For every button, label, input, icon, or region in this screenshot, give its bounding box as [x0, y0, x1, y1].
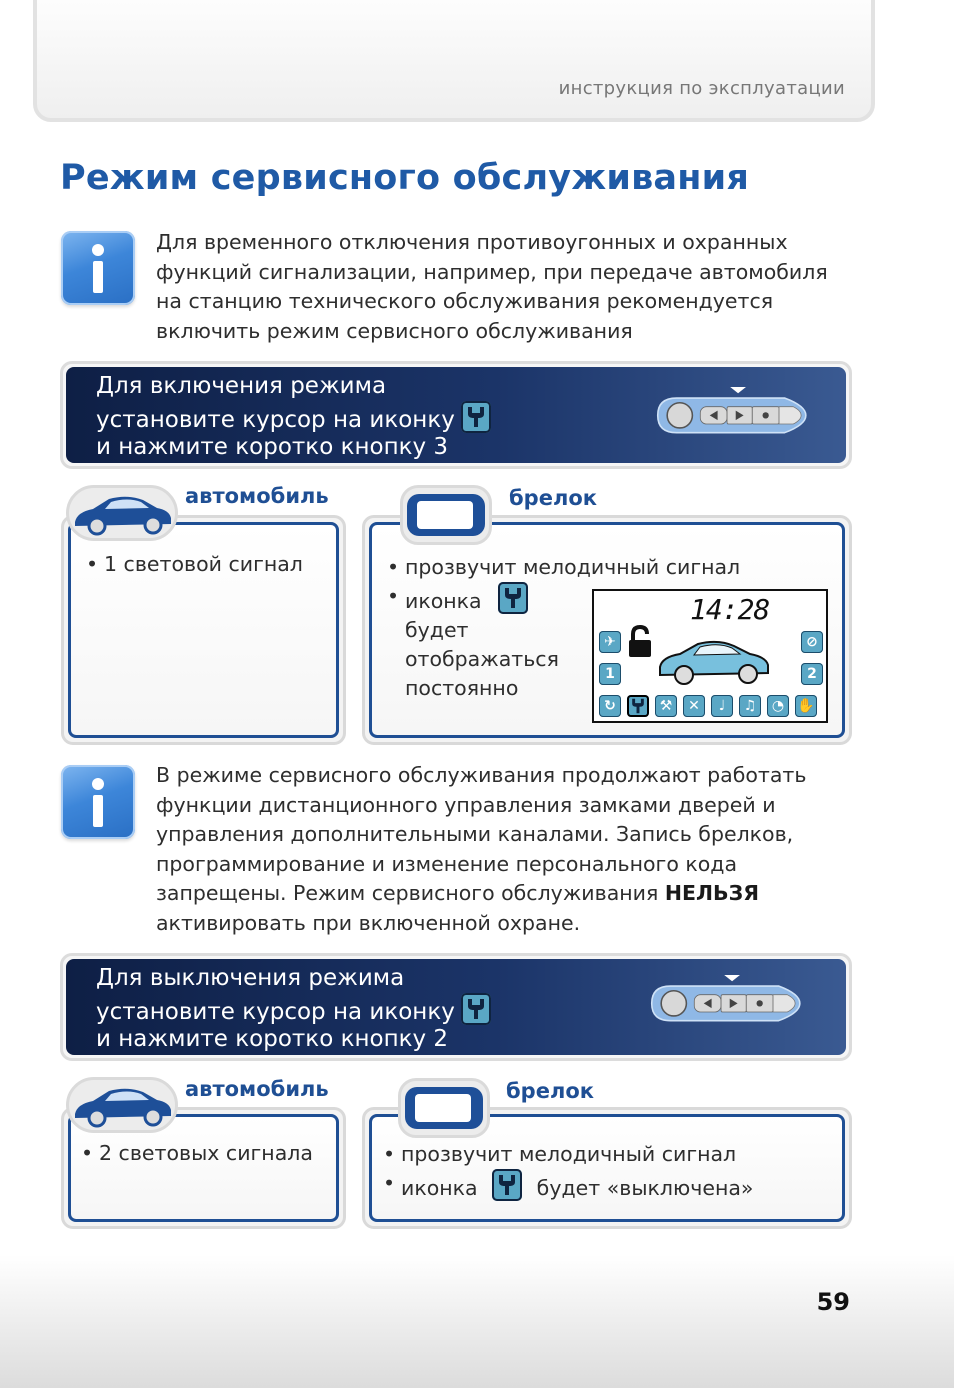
info-icon — [61, 765, 135, 839]
remote-key-icon — [628, 975, 822, 1027]
wrench-icon — [461, 401, 491, 433]
keyfob-icon — [401, 1081, 487, 1135]
number-1-icon: 1 — [599, 663, 621, 685]
wrench-icon — [461, 993, 491, 1025]
disable-instruction-banner: Для выключения режима установите курсор на иконку и нажмите коротко кнопку 2 — [60, 953, 852, 1061]
wrench-icon — [498, 582, 528, 614]
wrench-icon — [492, 1169, 522, 1201]
info-paragraph-2: В режиме сервисного обслуживания продолжают работать функции дистанционного управления замками дверей и управления дополнительными каналами. Запись брелков, программирование и изменение персонального кода запрещены. Режим сервисного обслуживания НЕЛЬЗЯ активировать при включенной охране. — [156, 763, 807, 935]
keyfob-icon — [403, 488, 489, 542]
keyfob-lcd-display — [592, 589, 828, 723]
car-icon — [69, 1080, 175, 1130]
list-item: • иконка — [387, 582, 740, 616]
lock-icon — [626, 625, 654, 659]
list-item: • иконка будет «выключена» — [383, 1169, 753, 1203]
number-2-icon: 2 — [801, 663, 823, 685]
footer-band — [0, 1255, 954, 1388]
card-title-fob: брелок — [506, 1079, 594, 1103]
lcd-time: 14:28 — [690, 593, 770, 626]
list-item: • прозвучит мелодичный сигнал — [387, 553, 740, 582]
enable-car-bullets — [86, 550, 303, 579]
info-icon — [61, 231, 135, 305]
card-title-car: автомобиль — [185, 484, 329, 508]
fob-badge — [398, 1078, 490, 1138]
header-text: инструкция по эксплуатации — [558, 78, 845, 99]
service-wrench-icon — [627, 695, 649, 717]
page-title: Режим сервисного обслуживания — [60, 158, 750, 198]
car-badge — [66, 485, 178, 541]
list-item: • прозвучит мелодичный сигнал — [383, 1140, 753, 1169]
car-icon — [69, 488, 175, 538]
enable-fob-bullets: • прозвучит мелодичный сигнал • иконка будет отображаться постоянно — [387, 553, 740, 703]
card-title-fob: брелок — [509, 486, 597, 510]
disable-car-bullets — [81, 1139, 313, 1168]
engine-start-icon: ✈ — [599, 631, 621, 653]
car-badge — [66, 1077, 178, 1133]
warning-emphasis: НЕЛЬЗЯ — [664, 881, 759, 905]
music-notes-icon: ♫ — [739, 695, 761, 717]
talk-icon: ◔ — [767, 695, 789, 717]
shock-sensor-icon: ✕ — [683, 695, 705, 717]
list-item: • 1 световой сигнал — [86, 550, 303, 579]
page-number: 59 — [816, 1288, 850, 1316]
hammer-icon: ⚒ — [655, 695, 677, 717]
list-item: • 2 световых сигнала — [81, 1139, 313, 1168]
fob-badge — [400, 485, 492, 545]
timer-icon: ⊘ — [801, 631, 823, 653]
card-title-car: автомобиль — [185, 1077, 329, 1101]
car-silhouette-icon — [656, 635, 772, 687]
remote-key-icon — [634, 387, 828, 439]
hand-icon: ✋ — [795, 695, 817, 717]
enable-instruction-banner: Для включения режима установите курсор на иконку и нажмите коротко кнопку 3 — [60, 361, 852, 469]
disable-fob-bullets — [383, 1140, 753, 1203]
cycle-icon: ↻ — [599, 695, 621, 717]
info-paragraph-1: Для временного отключения противоугонных и охранных функций сигнализации, например, при передаче автомобиля на станцию технического обслуживания рекомендуется включить режим сервисного обслуживания — [156, 230, 828, 343]
music-note-icon: ♩ — [711, 695, 733, 717]
header-tab — [33, 0, 875, 122]
